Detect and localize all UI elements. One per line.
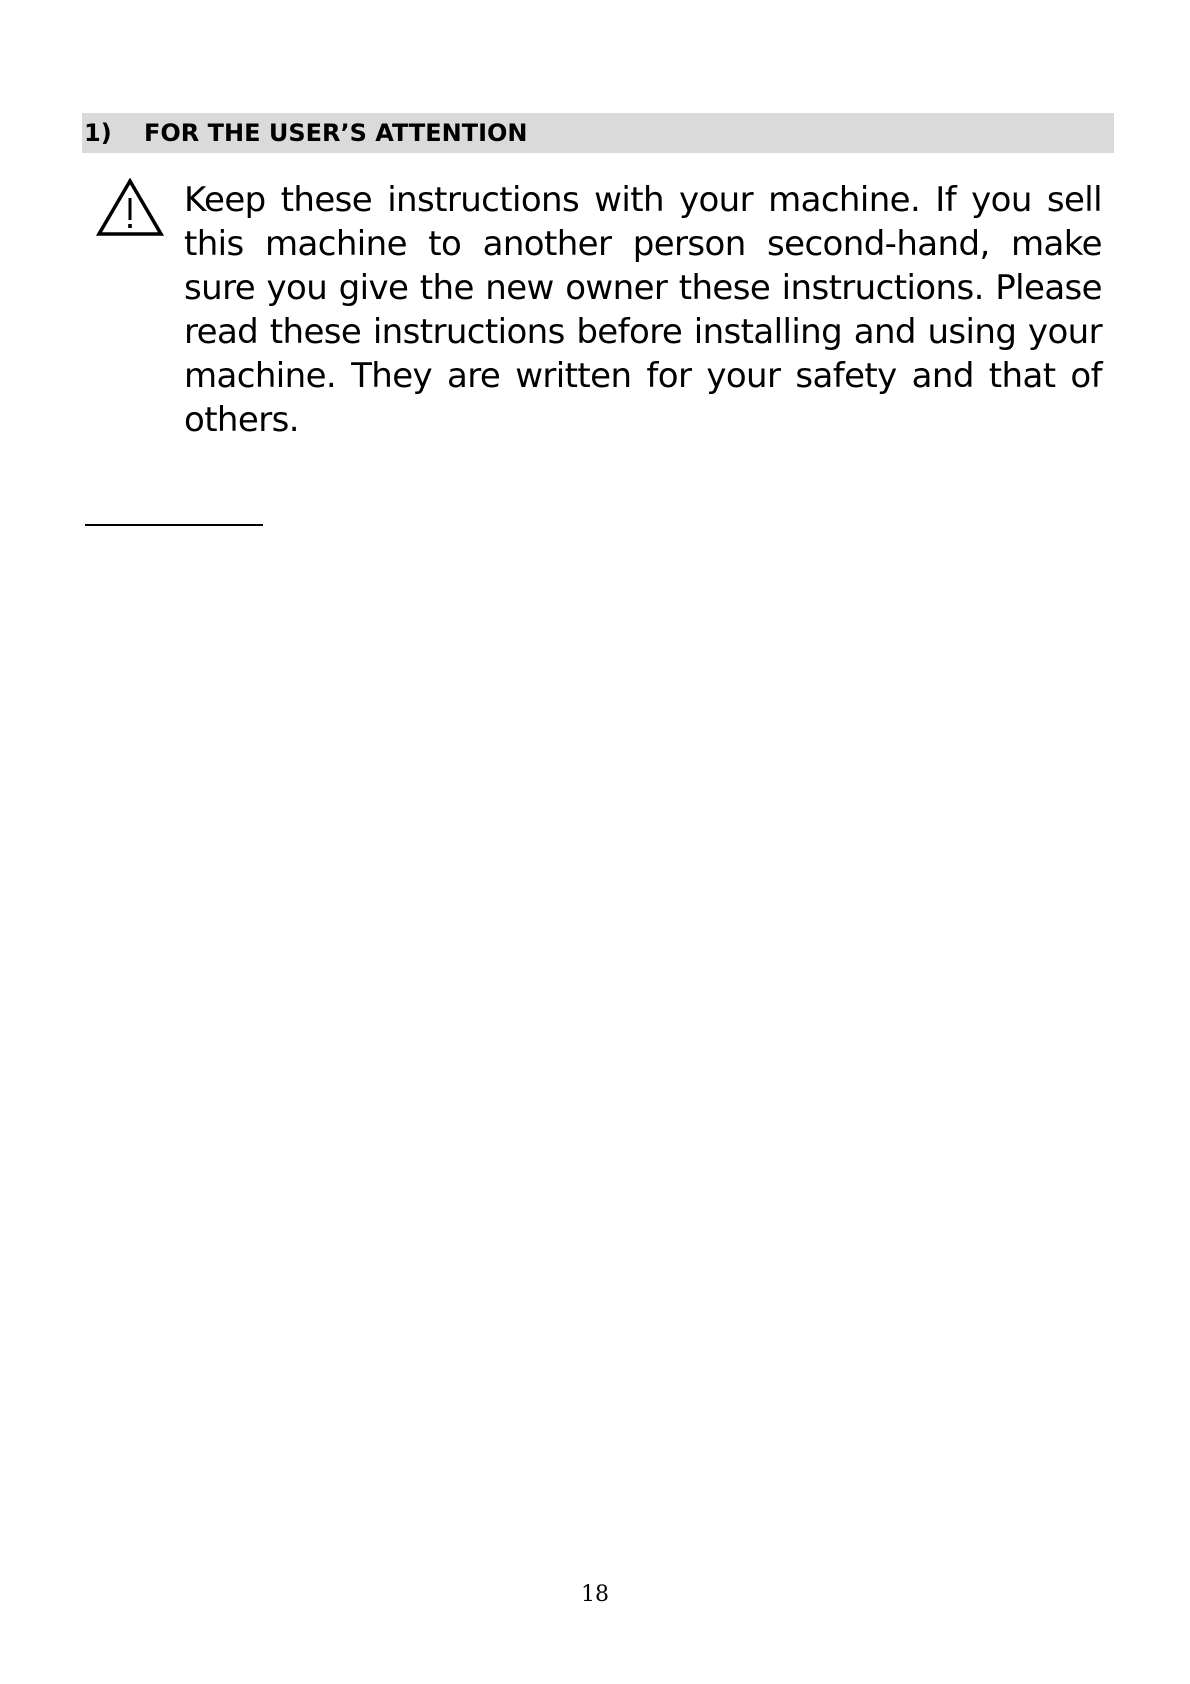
warning-paragraph: Keep these instructions with your machine. If you sell this machine to another person second-hand, make sure you give the new owner these instructions. Please read these instructions before installing and using your machine. They are written for your safety and that of others.	[184, 180, 1102, 440]
section-title: FOR THE USER’S ATTENTION	[144, 119, 528, 147]
page-number: 18	[581, 1582, 609, 1607]
section-header	[82, 113, 1114, 153]
warning-triangle-icon	[96, 178, 164, 238]
footnote-separator	[85, 524, 263, 526]
section-number: 1)	[84, 119, 112, 147]
